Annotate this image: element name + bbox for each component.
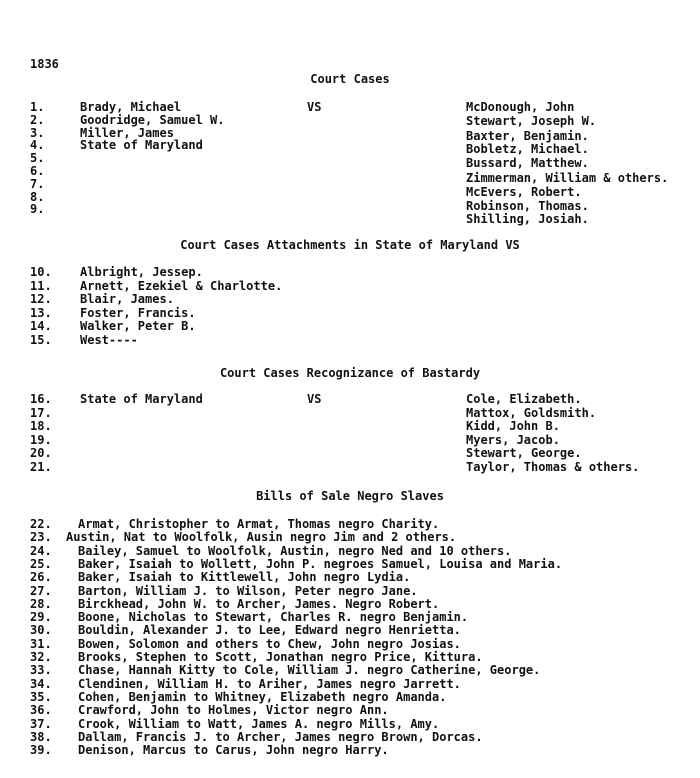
entry-number: 5. xyxy=(30,151,45,165)
defendant-name: Stewart, George. xyxy=(466,446,582,460)
entry-number: 33. xyxy=(30,663,52,677)
entry-number: 2. xyxy=(30,113,45,127)
bastardy-case-row xyxy=(0,446,700,460)
court-case-row xyxy=(0,151,700,171)
defendant-name: Shilling, Josiah. xyxy=(466,212,589,227)
entry-number: 13. xyxy=(30,306,52,320)
entry-number: 12. xyxy=(30,292,52,306)
entry-number: 21. xyxy=(30,460,52,474)
defendant-name: Bussard, Matthew. xyxy=(466,156,589,171)
court-case-row xyxy=(0,202,700,227)
vs-label: VS xyxy=(307,392,322,406)
bill-of-sale-row xyxy=(0,730,700,744)
section-title-court-cases: Court Cases xyxy=(310,72,390,86)
party-name: West---- xyxy=(80,333,138,347)
entry-number: 26. xyxy=(30,570,52,584)
bill-of-sale-row xyxy=(0,623,700,637)
defendant-name: Cole, Elizabeth. xyxy=(466,392,582,406)
attachment-row xyxy=(0,306,700,320)
bill-of-sale-row xyxy=(0,570,700,584)
bill-of-sale-text: Barton, William J. to Wilson, Peter negro Jane. xyxy=(78,584,418,598)
bill-of-sale-text: Denison, Marcus to Carus, John negro Harry. xyxy=(78,743,389,757)
attachment-row xyxy=(0,292,700,306)
entry-number: 15. xyxy=(30,333,52,347)
bill-of-sale-row xyxy=(0,544,700,558)
bill-of-sale-text: Dallam, Francis J. to Archer, James negro Brown, Dorcas. xyxy=(78,730,483,744)
section-title-bastardy: Court Cases Recognizance of Bastardy xyxy=(219,366,481,380)
entry-number: 14. xyxy=(30,319,52,333)
bill-of-sale-text: Brooks, Stephen to Scott, Jonathan negro Price, Kittura. xyxy=(78,650,483,664)
bill-of-sale-text: Birckhead, John W. to Archer, James. Negro Robert. xyxy=(78,597,440,611)
plaintiff-name: State of Maryland xyxy=(80,392,203,406)
court-case-row xyxy=(0,100,700,114)
bill-of-sale-row xyxy=(0,677,700,691)
attachment-row xyxy=(0,319,700,333)
plaintiff-name: Goodridge, Samuel W. xyxy=(80,113,225,127)
entry-number: 31. xyxy=(30,637,52,651)
section-title-attachments: Court Cases Attachments in State of Maryland VS xyxy=(180,238,520,252)
defendant-name: Zimmerman, William & others. xyxy=(466,170,669,185)
defendant-name: McEvers, Robert. xyxy=(466,184,582,199)
bill-of-sale-row xyxy=(0,610,700,624)
entry-number: 16. xyxy=(30,392,52,406)
plaintiff-name: Brady, Michael xyxy=(80,100,182,114)
bill-of-sale-text: Chase, Hannah Kitty to Cole, William J. negro Catherine, George. xyxy=(78,663,541,677)
defendant-name: Kidd, John B. xyxy=(466,419,560,433)
year-label: 1836 xyxy=(30,57,59,71)
bill-of-sale-row xyxy=(0,690,700,704)
bill-of-sale-row xyxy=(0,557,700,571)
bill-of-sale-row xyxy=(0,597,700,611)
entry-number: 3. xyxy=(30,126,45,140)
bill-of-sale-row xyxy=(0,717,700,731)
entry-number: 36. xyxy=(30,703,52,717)
bill-of-sale-text: Clendinen, William H. to Ariher, James negro Jarrett. xyxy=(78,677,461,691)
entry-number: 18. xyxy=(30,419,52,433)
bastardy-case-row xyxy=(0,392,700,406)
bastardy-case-row xyxy=(0,419,700,433)
bill-of-sale-row xyxy=(0,530,700,544)
bastardy-case-row xyxy=(0,406,700,420)
entry-number: 23. xyxy=(30,530,52,544)
bill-of-sale-row xyxy=(0,703,700,717)
court-case-row xyxy=(0,177,700,199)
bill-of-sale-text: Bouldin, Alexander J. to Lee, Edward negro Henrietta. xyxy=(78,623,461,637)
entry-number: 6. xyxy=(30,164,45,178)
entry-number: 22. xyxy=(30,517,52,531)
plaintiff-name: State of Maryland xyxy=(80,138,203,152)
court-case-row xyxy=(0,113,700,127)
attachment-row xyxy=(0,265,700,279)
entry-number: 27. xyxy=(30,584,52,598)
defendant-name: Myers, Jacob. xyxy=(466,433,560,447)
defendant-name: Mattox, Goldsmith. xyxy=(466,406,597,420)
entry-number: 30. xyxy=(30,623,52,637)
bill-of-sale-row xyxy=(0,663,700,677)
defendant-name: Taylor, Thomas & others. xyxy=(466,460,640,474)
court-case-row xyxy=(0,138,700,156)
entry-number: 4. xyxy=(30,138,45,152)
bill-of-sale-text: Bowen, Solomon and others to Chew, John negro Josias. xyxy=(78,637,461,651)
vs-label: VS xyxy=(307,100,322,114)
defendant-name: Robinson, Thomas. xyxy=(466,199,589,214)
bill-of-sale-text: Boone, Nicholas to Stewart, Charles R. negro Benjamin. xyxy=(78,610,469,624)
bill-of-sale-text: Baker, Isaiah to Kittlewell, John negro Lydia. xyxy=(78,570,411,584)
entry-number: 34. xyxy=(30,677,52,691)
bill-of-sale-row xyxy=(0,517,700,531)
bill-of-sale-row xyxy=(0,650,700,664)
bill-of-sale-text: Bailey, Samuel to Woolfolk, Austin, negro Ned and 10 others. xyxy=(78,544,512,558)
bill-of-sale-text: Austin, Nat to Woolfolk, Ausin negro Jim and 2 others. xyxy=(66,530,457,544)
defendant-name: McDonough, John xyxy=(466,100,575,114)
entry-number: 1. xyxy=(30,100,45,114)
bastardy-case-row xyxy=(0,433,700,447)
plaintiff-name: Miller, James xyxy=(80,126,174,140)
entry-number: 25. xyxy=(30,557,52,571)
entry-number: 19. xyxy=(30,433,52,447)
entry-number: 8. xyxy=(30,190,45,204)
entry-number: 38. xyxy=(30,730,52,744)
bill-of-sale-text: Crook, William to Watt, James A. negro Mills, Amy. xyxy=(78,717,440,731)
section-title-bills-of-sale: Bills of Sale Negro Slaves xyxy=(256,489,444,503)
bill-of-sale-row xyxy=(0,584,700,598)
bill-of-sale-row xyxy=(0,637,700,651)
entry-number: 9. xyxy=(30,202,45,216)
entry-number: 10. xyxy=(30,265,52,279)
party-name: Blair, James. xyxy=(80,292,174,306)
bill-of-sale-text: Crawford, John to Holmes, Victor negro Ann. xyxy=(78,703,389,717)
bill-of-sale-text: Armat, Christopher to Armat, Thomas negro Charity. xyxy=(78,517,440,531)
bastardy-case-row xyxy=(0,460,700,474)
entry-number: 11. xyxy=(30,279,52,293)
defendant-name: Baxter, Benjamin. xyxy=(466,128,589,143)
defendant-name: Bobletz, Michael. xyxy=(466,141,589,156)
court-case-row xyxy=(0,164,700,185)
entry-number: 35. xyxy=(30,690,52,704)
entry-number: 29. xyxy=(30,610,52,624)
entry-number: 28. xyxy=(30,597,52,611)
attachment-row xyxy=(0,279,700,293)
entry-number: 20. xyxy=(30,446,52,460)
entry-number: 7. xyxy=(30,177,45,191)
bill-of-sale-text: Baker, Isaiah to Wollett, John P. negroes Samuel, Louisa and Maria. xyxy=(78,557,563,571)
entry-number: 32. xyxy=(30,650,52,664)
party-name: Walker, Peter B. xyxy=(80,319,196,333)
party-name: Arnett, Ezekiel & Charlotte. xyxy=(80,279,283,293)
entry-number: 17. xyxy=(30,406,52,420)
entry-number: 39. xyxy=(30,743,52,757)
entry-number: 37. xyxy=(30,717,52,731)
bill-of-sale-text: Cohen, Benjamin to Whitney, Elizabeth negro Amanda. xyxy=(78,690,447,704)
entry-number: 24. xyxy=(30,544,52,558)
attachment-row xyxy=(0,333,700,347)
defendant-name: Stewart, Joseph W. xyxy=(466,114,597,129)
party-name: Foster, Francis. xyxy=(80,306,196,320)
bill-of-sale-row xyxy=(0,743,700,757)
party-name: Albright, Jessep. xyxy=(80,265,203,279)
